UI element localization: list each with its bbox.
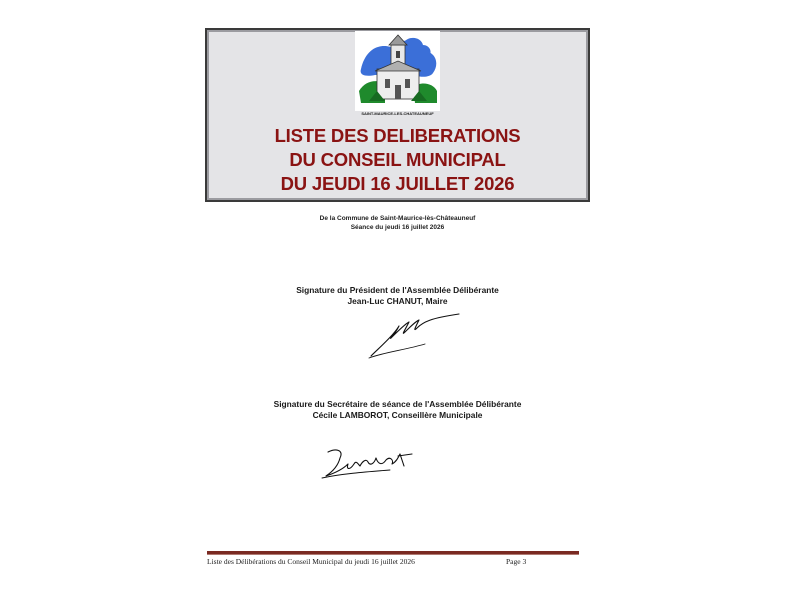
footer-rule <box>207 551 579 554</box>
commune-logo <box>355 31 440 111</box>
page-title-line-3: DU JEUDI 16 JUILLET 2026 <box>280 173 515 194</box>
president-signature-label: Signature du Président de l'Assemblée Délibérante <box>296 285 499 295</box>
secretary-signature-label: Signature du Secrétaire de séance de l'Assemblée Délibérante <box>273 399 522 409</box>
footer-title: Liste des Délibérations du Conseil Municipal du jeudi 16 juillet 2026 <box>207 557 415 566</box>
president-name: Jean-Luc CHANUT, Maire <box>347 296 448 306</box>
seance-subtitle: Séance du jeudi 16 juillet 2026 <box>350 224 445 231</box>
page-number: Page 3 <box>506 557 527 566</box>
page-title-line-2: DU CONSEIL MUNICIPAL <box>289 149 506 170</box>
secretary-name: Cécile LAMBOROT, Conseillère Municipale <box>312 410 483 420</box>
page-title-line-1: LISTE DES DELIBERATIONS <box>274 125 521 146</box>
commune-subtitle: De la Commune de Saint-Maurice-lès-Châteauneuf <box>319 215 476 222</box>
secretary-signature <box>320 442 416 482</box>
logo-caption: SAINT-MAURICE-LES-CHATEAUNEUF <box>361 111 434 116</box>
president-signature <box>365 310 465 362</box>
